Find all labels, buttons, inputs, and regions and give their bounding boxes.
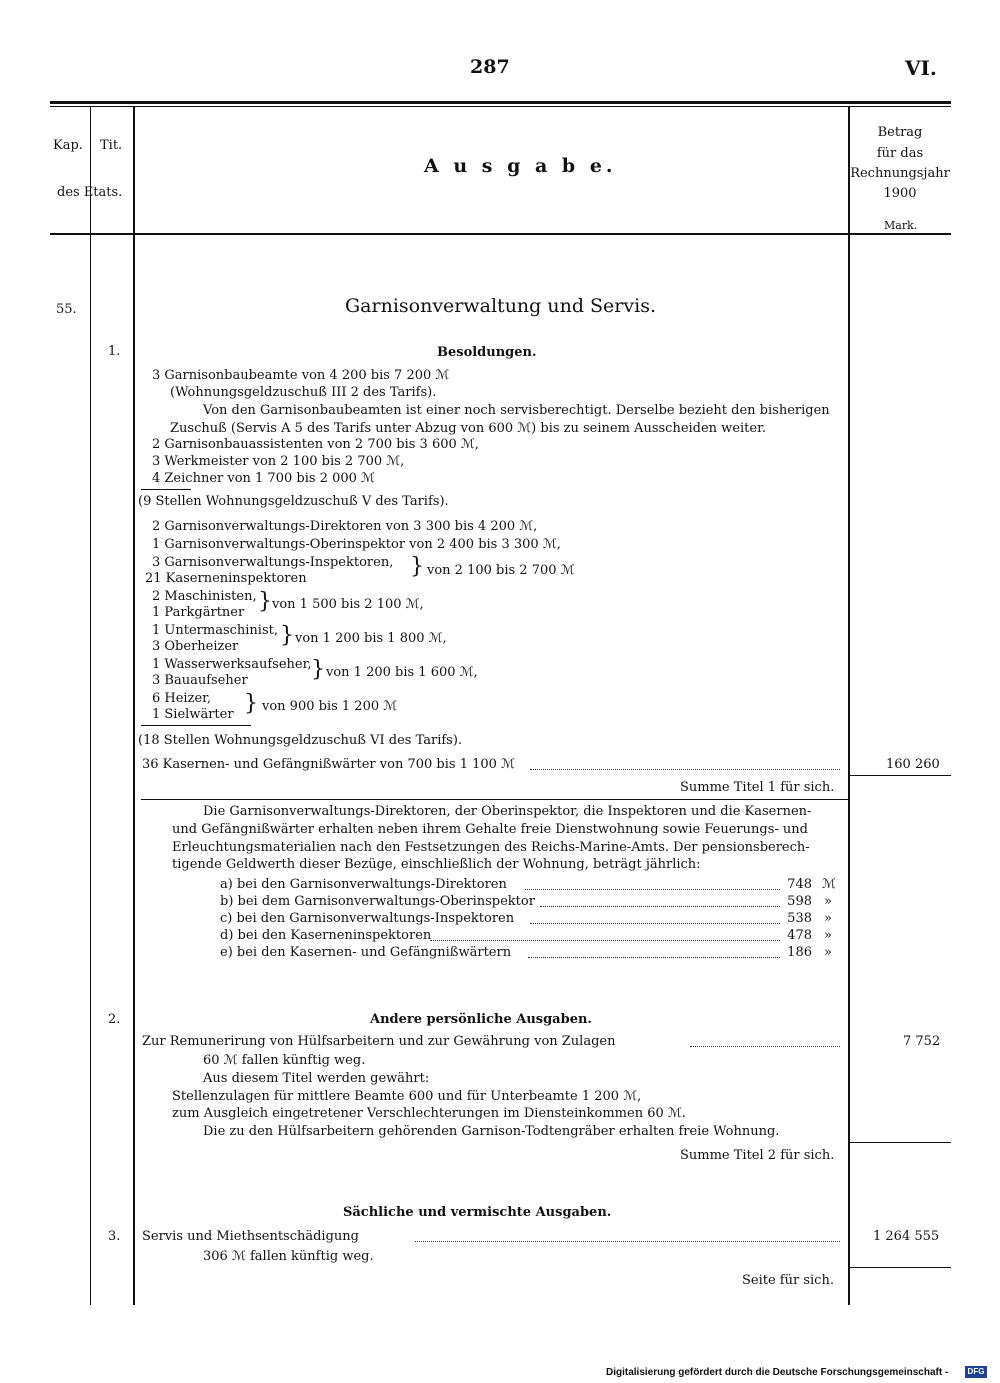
group2-range: von 1 500 bis 2 100 ℳ, — [272, 597, 424, 612]
titel2-line-6: Die zu den Hülfsarbeitern gehörenden Garnison-Todtengräber erhalten freie Wohnung. — [203, 1124, 780, 1139]
item-d-label: d) bei den Kaserneninspektoren — [220, 928, 432, 943]
group1-brace: } — [410, 554, 424, 579]
header-year: 1900 — [883, 186, 917, 201]
chapter-title: Garnisonverwaltung und Servis. — [345, 295, 656, 317]
col-sep-amount — [848, 107, 850, 1305]
group1-b: 21 Kaserneninspektoren — [145, 571, 307, 586]
header-betrag-1: Betrag — [877, 125, 923, 140]
group5-range: von 900 bis 1 200 ℳ — [262, 699, 398, 714]
item-a-unit: ℳ — [822, 877, 836, 892]
titel1-last-line: 36 Kasernen- und Gefängnißwärter von 700 bis 1 100 ℳ — [142, 757, 515, 772]
titel2-line-1: Zur Remunerirung von Hülfsarbeitern und zur Gewährung von Zulagen — [142, 1034, 616, 1049]
page-number: 287 — [470, 56, 510, 78]
dfg-logo: DFG — [965, 1366, 987, 1378]
item-d-dots — [430, 940, 780, 941]
titel1-line-7: 4 Zeichner von 1 700 bis 2 000 ℳ — [152, 471, 375, 486]
titel1-summe-rule — [141, 799, 848, 800]
titel2-amount: 7 752 — [903, 1034, 941, 1049]
item-a-dots — [525, 889, 780, 890]
titel3-sum-rule — [848, 1267, 951, 1268]
titel1-stellen: (18 Stellen Wohnungsgeldzuschuß VI des Tarifs). — [138, 733, 463, 748]
titel1-line-10: 1 Garnisonverwaltungs-Oberinspektor von 2 400 bis 3 300 ℳ, — [152, 537, 561, 552]
group3-range: von 1 200 bis 1 800 ℳ, — [295, 631, 447, 646]
top-double-rule-2 — [50, 106, 951, 107]
item-a-value: 748 — [787, 877, 812, 892]
header-des-etats: des Etats. — [57, 185, 123, 200]
titel3-amount: 1 264 555 — [873, 1229, 940, 1244]
group5-a: 6 Heizer, — [152, 691, 212, 706]
col-sep-kap-tit — [90, 107, 91, 1305]
item-b-label: b) bei dem Garnisonverwaltungs-Oberinspektor — [220, 894, 535, 909]
titel3-line-1: Servis und Miethsentschädigung — [142, 1229, 359, 1244]
item-c-value: 538 — [787, 911, 812, 926]
section-number: VI. — [905, 56, 937, 80]
group2-b: 1 Parkgärtner — [152, 605, 245, 620]
titel1-line-3: Von den Garnisonbaubeamten ist einer noch servisberechtigt. Derselbe bezieht den bisherigen — [203, 403, 830, 418]
titel1-note-1: Die Garnisonverwaltungs-Direktoren, der Oberinspektor, die Inspektoren und die Kasernen- — [203, 804, 812, 819]
item-c-label: c) bei den Garnisonverwaltungs-Inspektoren — [220, 911, 515, 926]
item-c-dots — [530, 923, 780, 924]
top-double-rule-1 — [50, 101, 951, 104]
group4-brace: } — [311, 657, 325, 682]
header-betrag-3: Rechnungsjahr — [850, 166, 950, 181]
group3-a: 1 Untermaschinist, — [152, 623, 278, 638]
group2-brace: } — [258, 589, 272, 614]
titel1-line-9: 2 Garnisonverwaltungs-Direktoren von 3 300 bis 4 200 ℳ, — [152, 519, 538, 534]
item-b-unit: » — [824, 894, 832, 909]
titel2-line-5: zum Ausgleich eingetretener Verschlechterungen im Diensteinkommen 60 ℳ. — [172, 1106, 686, 1121]
item-d-unit: » — [824, 928, 832, 943]
titel2-heading: Andere persönliche Ausgaben. — [370, 1012, 592, 1027]
titel2-summe: Summe Titel 2 für sich. — [680, 1148, 835, 1163]
titel1-amount: 160 260 — [886, 757, 940, 772]
group4-b: 3 Bauaufseher — [152, 673, 248, 688]
titel3-number: 3. — [108, 1229, 121, 1244]
titel3-leader-dots — [415, 1241, 840, 1242]
titel3-summe: Seite für sich. — [742, 1273, 834, 1288]
titel1-note-3: Erleuchtungsmaterialien nach den Festsetzungen des Reichs-Marine-Amts. Der pensionsberech- — [172, 840, 810, 855]
group3-brace: } — [280, 623, 294, 648]
header-betrag-2: für das — [876, 146, 924, 161]
group4-range: von 1 200 bis 1 600 ℳ, — [326, 665, 478, 680]
titel2-sum-rule — [848, 1142, 951, 1143]
titel2-line-2: 60 ℳ fallen künftig weg. — [203, 1053, 366, 1068]
item-b-value: 598 — [787, 894, 812, 909]
group2-a: 2 Maschinisten, — [152, 589, 257, 604]
group5-brace: } — [244, 691, 258, 716]
header-kap: Kap. — [53, 138, 83, 153]
header-unit: Mark. — [884, 219, 918, 232]
titel1-number: 1. — [108, 344, 121, 359]
titel1-sum-rule — [848, 775, 951, 776]
footer-text: Digitalisierung gefördert durch die Deutsche Forschungsgemeinschaft - — [606, 1367, 949, 1378]
titel1-line-5: 2 Garnisonbauassistenten von 2 700 bis 3 600 ℳ, — [152, 437, 479, 452]
group4-a: 1 Wasserwerksaufseher, — [152, 657, 312, 672]
group5-b: 1 Sielwärter — [152, 707, 234, 722]
item-e-value: 186 — [787, 945, 812, 960]
item-e-unit: » — [824, 945, 832, 960]
titel1-note-2: und Gefängnißwärter erhalten neben ihrem Gehalte freie Dienstwohnung sowie Feuerungs- und — [172, 822, 808, 837]
titel1-underline-2 — [141, 725, 251, 726]
titel1-line-8: (9 Stellen Wohnungsgeldzuschuß V des Tarifs). — [138, 494, 449, 509]
titel3-heading: Sächliche und vermischte Ausgaben. — [343, 1205, 612, 1220]
titel1-underline-1 — [141, 489, 191, 490]
group3-b: 3 Oberheizer — [152, 639, 239, 654]
item-e-dots — [528, 957, 780, 958]
titel1-line-4: Zuschuß (Servis A 5 des Tarifs unter Abzug von 600 ℳ) bis zu seinem Ausscheiden weiter. — [170, 421, 767, 436]
titel1-heading: Besoldungen. — [437, 345, 537, 360]
group1-a: 3 Garnisonverwaltungs-Inspektoren, — [152, 555, 394, 570]
item-d-value: 478 — [787, 928, 812, 943]
titel2-leader-dots — [690, 1046, 840, 1047]
titel1-line-2: (Wohnungsgeldzuschuß III 2 des Tarifs). — [170, 385, 437, 400]
group1-range: von 2 100 bis 2 700 ℳ — [427, 563, 575, 578]
header-title: A u s g a b e. — [424, 155, 617, 177]
item-e-label: e) bei den Kasernen- und Gefängnißwärtern — [220, 945, 512, 960]
titel1-line-1: 3 Garnisonbaubeamte von 4 200 bis 7 200 ℳ — [152, 368, 450, 383]
col-sep-text — [133, 107, 135, 1305]
titel2-line-4: Stellenzulagen für mittlere Beamte 600 und für Unterbeamte 1 200 ℳ, — [172, 1089, 642, 1104]
titel1-note-4: tigende Geldwerth dieser Bezüge, einschließlich der Wohnung, beträgt jährlich: — [172, 857, 701, 872]
header-bottom-rule — [50, 233, 951, 235]
titel1-leader-dots — [530, 769, 840, 770]
titel3-line-2: 306 ℳ fallen künftig weg. — [203, 1249, 374, 1264]
titel2-line-3: Aus diesem Titel werden gewährt: — [203, 1071, 430, 1086]
titel1-summe: Summe Titel 1 für sich. — [680, 780, 835, 795]
titel2-number: 2. — [108, 1012, 121, 1027]
header-tit: Tit. — [100, 138, 123, 153]
item-c-unit: » — [824, 911, 832, 926]
item-a-label: a) bei den Garnisonverwaltungs-Direktoren — [220, 877, 507, 892]
chapter-number: 55. — [56, 302, 77, 317]
item-b-dots — [540, 906, 780, 907]
titel1-line-6: 3 Werkmeister von 2 100 bis 2 700 ℳ, — [152, 454, 405, 469]
